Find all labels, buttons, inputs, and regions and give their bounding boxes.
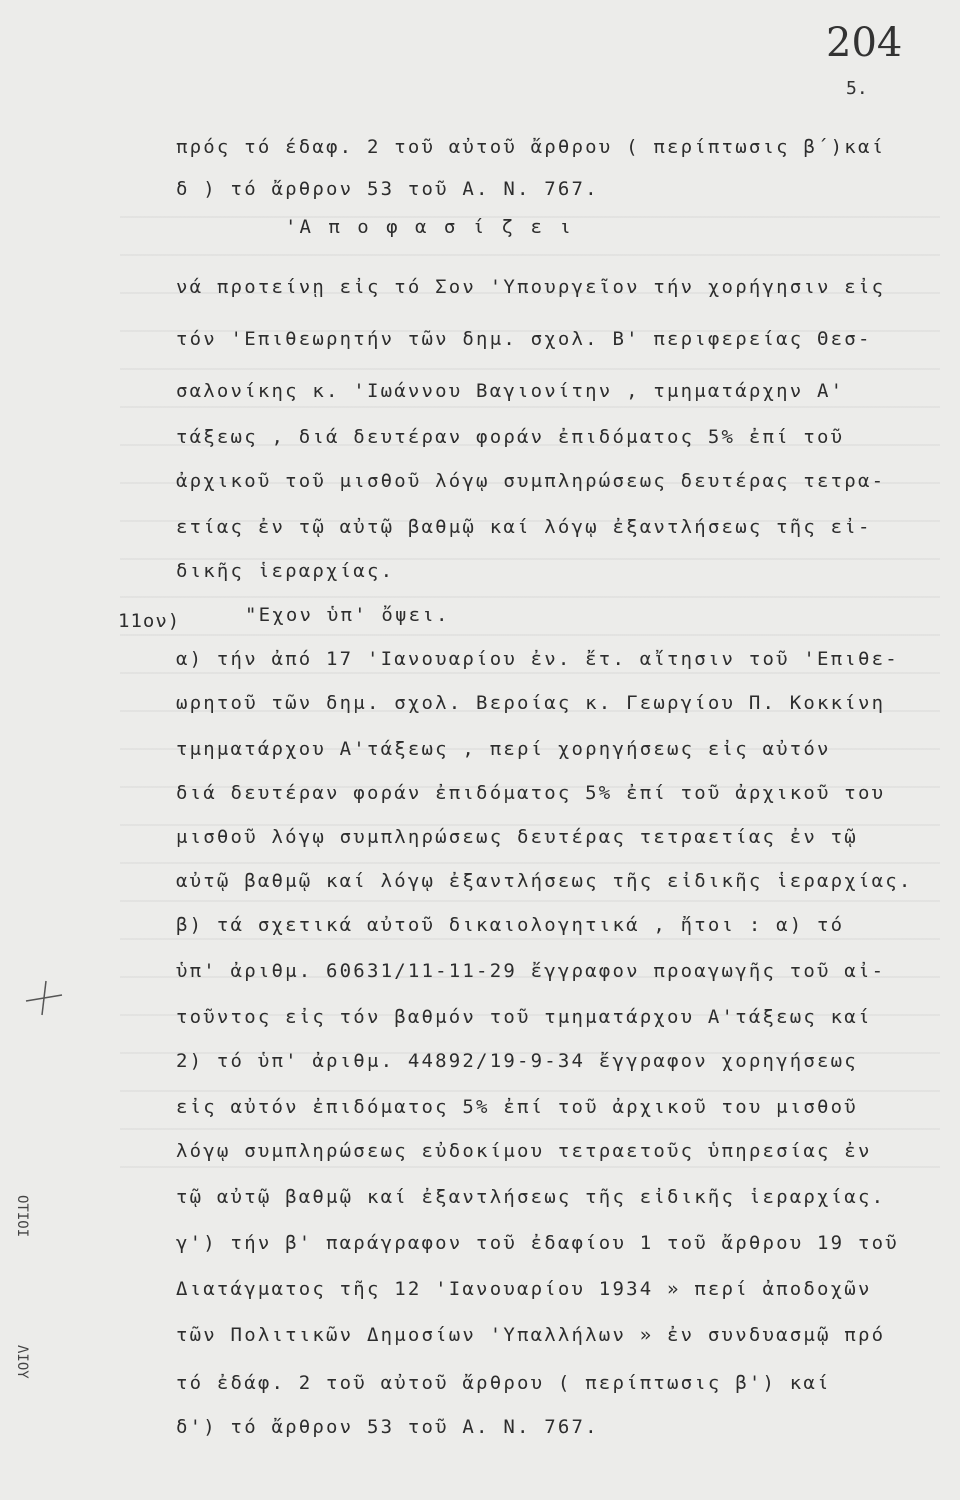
text-line-19: ὑπ' ἀριθμ. 60631/11-11-29 ἔγγραφον προαγωγῆς τοῦ αἰ- xyxy=(176,960,886,982)
text-line-13: ωρητοῦ τῶν δημ. σχολ. Βεροίας κ. Γεωργίου Π. Κοκκίνη xyxy=(176,692,886,714)
text-line-28: τό ἐδάφ. 2 τοῦ αὐτοῦ ἄρθρου ( περίπτωσις β') καί xyxy=(176,1372,831,1394)
text-line-7: τάξεως , διά δευτέραν φοράν ἐπιδόματος 5% ἐπί τοῦ xyxy=(176,426,845,448)
text-line-10: δικῆς ἱεραρχίας. xyxy=(176,560,395,582)
text-line-2: δ ) τό ἄρθρον 53 τοῦ Α. Ν. 767. xyxy=(176,178,599,200)
text-line-20: τοῦντος εἰς τόν βαθμόν τοῦ τμηματάρχου Α'τάξεως καί xyxy=(176,1006,872,1028)
text-line-6: σαλονίκης κ. 'Ιωάννου Βαγιονίτην , τμηματάρχην Α' xyxy=(176,380,845,402)
text-line-23: λόγῳ συμπληρώσεως εὐδοκίμου τετραετοῦς ὑπηρεσίας ἐν xyxy=(176,1140,872,1162)
text-line-18: β) τά σχετικά αὐτοῦ δικαιολογητικά , ἤτοι : α) τό xyxy=(176,914,845,936)
text-line-21: 2) τό ὑπ' ἀριθμ. 44892/19-9-34 ἔγγραφον χορηγήσεως xyxy=(176,1050,858,1072)
text-line-8: ἀρχικοῦ τοῦ μισθοῦ λόγῳ συμπληρώσεως δευτέρας τετρα- xyxy=(176,470,886,492)
text-line-9: ετίας ἐν τῷ αὐτῷ βαθμῷ καί λόγῳ ἐξαντλήσεως τῆς εἰ- xyxy=(176,516,872,538)
text-line-16: μισθοῦ λόγῳ συμπληρώσεως δευτέρας τετραετίας ἐν τῷ xyxy=(176,826,858,848)
text-line-4: νά προτείνῃ εἰς τό Σον 'Υπουργεῖον τήν χορήγησιν εἰς xyxy=(176,276,886,298)
handwritten-page-number: 204 xyxy=(826,20,903,66)
text-line-26: Διατάγματος τῆς 12 'Ιανουαρίου 1934 » περί ἀποδοχῶν xyxy=(176,1278,872,1300)
margin-cross-mark xyxy=(22,975,66,1019)
text-line-14: τμηματάρχου Α'τάξεως , περί χορηγήσεως εἰς αὐτόν xyxy=(176,738,831,760)
decision-heading: 'Α π ο φ α σ ί ζ ε ι xyxy=(285,216,574,238)
text-line-5: τόν 'Επιθεωρητήν τῶν δημ. σχολ. Β' περιφερείας Θεσ- xyxy=(176,328,872,350)
margin-note: 11ον) xyxy=(118,610,181,632)
having-regard-heading: "Εχον ὑπ' ὄψει. xyxy=(245,604,450,626)
text-line-22: εἰς αὐτόν ἐπιδόματος 5% ἐπί τοῦ ἀρχικοῦ του μισθοῦ xyxy=(176,1096,858,1118)
text-line-12: α) τήν ἀπό 17 'Ιανουαρίου ἐν. ἔτ. αἴτησιν τοῦ 'Επιθε- xyxy=(176,648,899,670)
text-line-24: τῷ αὐτῷ βαθμῷ καί ἐξαντλήσεως τῆς εἰδικῆς ἱεραρχίας. xyxy=(176,1186,886,1208)
typed-page-number: 5. xyxy=(846,78,868,99)
text-line-17: αὐτῷ βαθμῷ καί λόγῳ ἐξαντλήσεως τῆς εἰδικῆς ἱεραρχίας. xyxy=(176,870,913,892)
text-line-15: διά δευτέραν φοράν ἐπιδόματος 5% ἐπί τοῦ ἀρχικοῦ του xyxy=(176,782,886,804)
text-line-27: τῶν Πολιτικῶν Δημοσίων 'Υπαλλήλων » ἐν συνδυασμῷ πρό xyxy=(176,1324,886,1346)
edge-fragment-upper: ΟΤΙΟΙ xyxy=(14,1195,30,1238)
edge-fragment-lower: ΛΙΟΥ xyxy=(14,1345,30,1379)
text-line-29: δ') τό ἄρθρον 53 τοῦ Α. Ν. 767. xyxy=(176,1416,599,1438)
text-line-25: γ') τήν β' παράγραφον τοῦ ἐδαφίου 1 τοῦ ἄρθρου 19 τοῦ xyxy=(176,1232,899,1254)
text-line-1: πρός τό έδαφ. 2 τοῦ αὐτοῦ ἄρθρου ( περίπτωσις β΄)καί xyxy=(176,136,886,158)
